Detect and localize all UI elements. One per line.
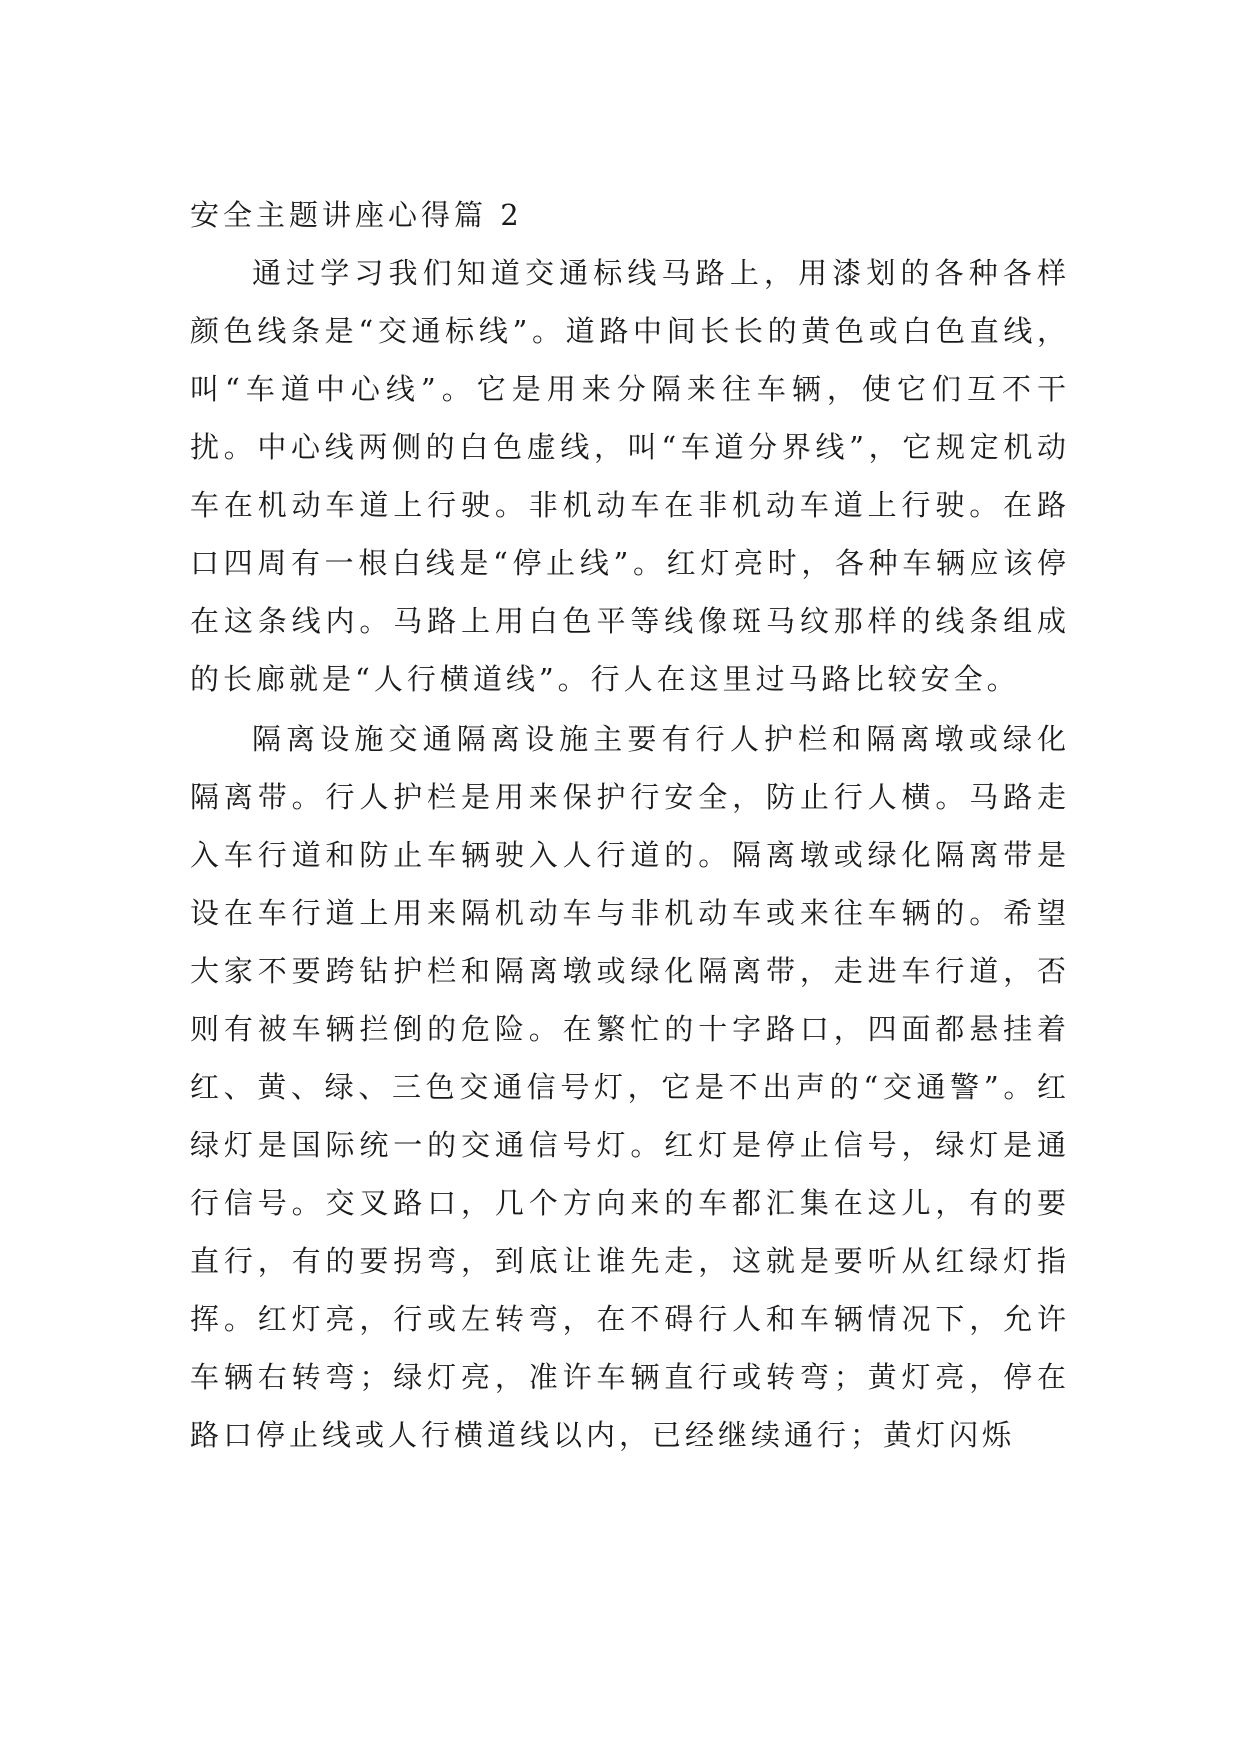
document-body <box>190 186 1070 1464</box>
document-title: 安全主题讲座心得篇 2 <box>190 198 523 232</box>
paragraph-isolation-facilities: 隔离设施交通隔离设施主要有行人护栏和隔离墩或绿化隔离带。行人护栏是用来保护行安全，防止行人横。马路走入车行道和防止车辆驶入人行道的。隔离墩或绿化隔离带是设在车行道上用来隔机动车与非机动车或来往车辆的。希望大家不要跨钻护栏和隔离墩或绿化隔离带，走进车行道，否则有被车辆拦倒的危险。在繁忙的十字路口，四面都悬挂着红、黄、绿、三色交通信号灯，它是不出声的“交通警”。红绿灯是国际统一的交通信号灯。红灯是停止信号，绿灯是通行信号。交叉路口，几个方向来的车都汇集在这儿，有的要直行，有的要拐弯，到底让谁先走，这就是要听从红绿灯指挥。红灯亮，行或左转弯，在不碍行人和车辆情况下，允许车辆右转弯；绿灯亮，准许车辆直行或转弯；黄灯亮，停在路口停止线或人行横道线以内，已经继续通行；黄灯闪烁 <box>190 722 1070 1452</box>
paragraph-traffic-markings: 通过学习我们知道交通标线马路上，用漆划的各种各样颜色线条是“交通标线”。道路中间长长的黄色或白色直线，叫“车道中心线”。它是用来分隔来往车辆，使它们互不干扰。中心线两侧的白色虚线，叫“车道分界线”，它规定机动车在机动车道上行驶。非机动车在非机动车道上行驶。在路口四周有一根白线是“停止线”。红灯亮时，各种车辆应该停在这条线内。马路上用白色平等线像斑马纹那样的线条组成的长廊就是“人行横道线”。行人在这里过马路比较安全。 <box>190 256 1070 696</box>
